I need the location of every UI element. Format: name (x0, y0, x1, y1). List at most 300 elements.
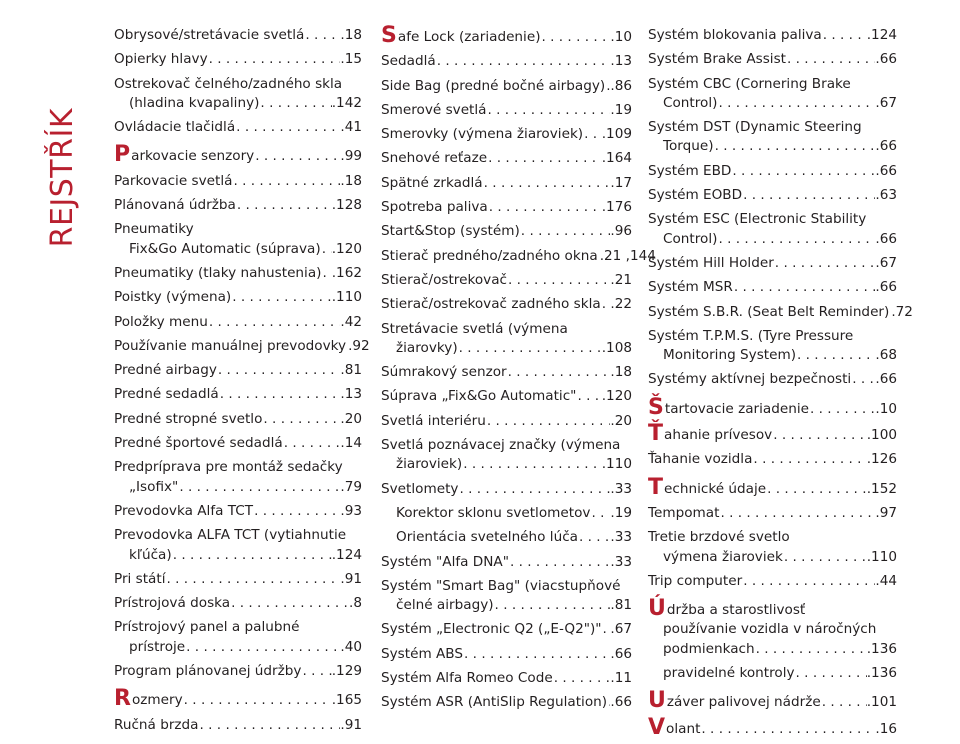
index-entry-row (114, 94, 362, 113)
index-entry (114, 142, 362, 168)
index-entry-row (381, 52, 632, 71)
index-leader-dots (809, 400, 875, 419)
index-page-number: .128 (331, 197, 362, 214)
index-entry (114, 264, 362, 283)
index-entry-label: Uzáver palivovej nádrže (648, 688, 821, 714)
index-entry (381, 295, 632, 314)
index-entry-heading-text: Pneumatiky (114, 221, 194, 238)
index-entry-heading-text: Systém "Smart Bag" (viacstupňové (381, 577, 621, 594)
index-page-number: .108 (601, 339, 632, 356)
index-entry-label: Parkovacie senzory (114, 142, 255, 168)
index-entry-label: kľúča) (129, 546, 172, 563)
index-entry-row (114, 313, 362, 332)
index-entry-heading-text: Stretávacie svetlá (výmena (381, 320, 568, 337)
index-entry-label: Spotreba paliva (381, 199, 488, 216)
index-leader-dots (772, 426, 867, 445)
index-leader-dots (717, 230, 875, 249)
index-leader-dots (254, 147, 340, 166)
index-letter: T (648, 474, 664, 500)
index-entry (381, 198, 632, 217)
index-entry-row (114, 240, 362, 259)
index-entry (648, 210, 897, 249)
index-page-number: .21 (610, 271, 632, 288)
index-entry (114, 686, 362, 712)
index-entry-label: Systém EBD (648, 162, 732, 179)
index-entry (648, 118, 897, 157)
index-entry-row (381, 620, 632, 639)
index-entry-row (648, 186, 897, 205)
index-entry (381, 247, 656, 266)
index-leader-dots (742, 572, 875, 591)
index-page-number: .13 (340, 386, 362, 403)
index-leader-dots (487, 101, 611, 120)
index-entry-row (114, 638, 362, 657)
index-entry-label: Systém Hill Holder (648, 254, 774, 271)
index-page-number: .67 (875, 254, 897, 271)
index-leader-dots (462, 455, 602, 474)
index-entry-row (648, 504, 897, 523)
index-entry-label: podmienkach (663, 640, 755, 657)
index-entry-row (648, 50, 897, 69)
index-entry-row (648, 664, 897, 683)
index-leader-dots (219, 385, 341, 404)
index-page-number: .15 (340, 51, 362, 68)
index-page-number: .20 (610, 412, 632, 429)
index-entry-row (648, 278, 897, 297)
index-entry-heading-text: Svetlá poznávacej značky (výmena (381, 437, 621, 454)
index-entry-heading (648, 596, 897, 622)
index-entry-row (114, 716, 362, 735)
index-page-number: .110 (331, 289, 362, 306)
index-entry-label: Štartovacie zariadenie (648, 394, 809, 420)
index-entry-row (114, 50, 362, 69)
index-entry-label: Smerové svetlá (381, 101, 487, 118)
index-entry-row (381, 596, 632, 615)
index-entry-row (381, 455, 632, 474)
index-entry-row (381, 504, 632, 523)
index-entry (648, 303, 913, 322)
index-leader-dots (217, 361, 341, 380)
index-leader-dots (253, 502, 340, 521)
index-entry-heading-text: Systém DST (Dynamic Steering (648, 119, 862, 136)
index-leader-dots (230, 594, 349, 613)
index-leader-dots (208, 50, 341, 69)
index-entry-label: Položky menu (114, 313, 208, 330)
index-entry-label: Ovládacie tlačidlá (114, 119, 236, 136)
index-entry (648, 450, 897, 469)
index-entry-row (648, 94, 897, 113)
index-entry (381, 645, 632, 664)
index-entry-row (381, 669, 632, 688)
index-entry-label: Pneumatiky (tlaky nahustenia) (114, 264, 322, 281)
index-entry-row (648, 162, 897, 181)
index-page-number: .66 (875, 371, 897, 388)
index-entry-heading (648, 210, 897, 229)
index-entry (381, 23, 632, 48)
index-entry-row (381, 198, 632, 217)
index-leader-dots (821, 693, 867, 712)
index-entry (381, 363, 632, 382)
index-entry (381, 412, 632, 431)
index-page-number: .21 ,144 (599, 247, 656, 264)
index-entry-row (114, 118, 362, 137)
index-entry (381, 387, 632, 406)
index-entry-heading-text: Systém ESC (Electronic Stability (648, 211, 867, 228)
index-page-number: .10 (875, 400, 897, 417)
index-page-number: .63 (875, 187, 897, 204)
index-page-number: .86 (610, 77, 632, 94)
index-leader-dots (742, 186, 875, 205)
index-page-number: .136 (866, 665, 897, 682)
index-page-number: .18 (340, 172, 362, 189)
index-leader-dots (232, 172, 340, 191)
index-entry (381, 577, 632, 616)
index-column-3 (648, 26, 913, 744)
index-entry-heading (114, 458, 362, 477)
index-entry-label: Predné sedadlá (114, 386, 219, 403)
index-entry-heading (114, 220, 362, 239)
index-page-number: .44 (875, 572, 897, 589)
index-entry-label: Parkovacie svetlá (114, 172, 233, 189)
index-entry (648, 370, 897, 389)
index-page-number: .136 (866, 640, 897, 657)
index-entry-row (381, 480, 632, 499)
index-entry-label: Systém ABS (381, 645, 464, 662)
index-leader-dots (602, 620, 611, 639)
index-entry-row (114, 478, 362, 497)
index-leader-dots (236, 196, 332, 215)
index-leader-dots (731, 162, 875, 181)
index-entry (381, 320, 632, 359)
index-entry (114, 385, 362, 404)
index-entry (381, 528, 632, 547)
index-page-number: .13 (610, 53, 632, 70)
index-entry-label: pravidelné kontroly (663, 665, 795, 682)
index-entry-label: Snehové reťaze (381, 150, 488, 167)
index-leader-dots (851, 370, 875, 389)
index-entry-label: Program plánovanej údržby (114, 663, 302, 680)
index-leader-dots (301, 662, 331, 681)
index-page-number: .124 (331, 546, 362, 563)
index-entry-label: prístroje (129, 638, 186, 655)
index-entry-row (648, 572, 897, 591)
index-entry-row (381, 412, 632, 431)
index-entry (648, 664, 897, 683)
index-entry-row (114, 546, 362, 565)
index-side-title: REJSTŘÍK (45, 108, 80, 248)
index-leader-dots (172, 546, 332, 565)
index-column-2 (381, 23, 656, 718)
index-entry-label: Smerovky (výmena žiaroviek) (381, 126, 584, 143)
index-leader-dots (304, 26, 340, 45)
index-entry (114, 26, 362, 45)
index-leader-dots (601, 295, 611, 314)
index-entry (114, 288, 362, 307)
index-page-number: .68 (875, 347, 897, 364)
index-page-number: .10 (610, 29, 632, 45)
index-entry-heading-text: Predpríprava pre montáž sedačky (114, 459, 343, 476)
index-page-number: .97 (875, 504, 897, 521)
index-entry (114, 313, 362, 332)
index-leader-dots (458, 339, 602, 358)
index-entry-row (648, 137, 897, 156)
index-entry-label: Predné športové sedadlá (114, 435, 283, 452)
index-entry (381, 101, 632, 120)
index-entry (114, 220, 362, 259)
index-page-number: .66 (875, 138, 897, 155)
index-entry-heading-text: používanie vozidla v náročných (663, 621, 877, 638)
index-entry-label: Systém MSR (648, 279, 733, 296)
index-entry-label: Safe Lock (zariadenie) (381, 23, 541, 48)
index-entry (114, 118, 362, 137)
index-entry-label: Prevodovka Alfa TCT (114, 502, 254, 519)
index-entry-row (648, 474, 897, 500)
index-entry-row (648, 450, 897, 469)
index-leader-dots (700, 720, 875, 739)
index-leader-dots (199, 716, 341, 735)
index-entry (648, 186, 897, 205)
index-entry-label: Ťahanie vozidla (648, 451, 753, 468)
index-entry-row (381, 174, 632, 193)
index-entry-label: Ťahanie prívesov (648, 421, 773, 447)
index-entry (648, 394, 897, 420)
index-entry-row (114, 264, 362, 283)
index-entry (114, 196, 362, 215)
index-entry (648, 474, 897, 500)
index-entry-label: čelné airbagy) (396, 597, 494, 614)
index-page-number: .22 (610, 296, 632, 313)
index-entry-label: Súmrakový senzor (381, 364, 507, 381)
index-leader-dots (321, 240, 332, 259)
index-entry-row (381, 387, 632, 406)
index-page-number: .18 (610, 364, 632, 381)
index-page-number: .42 (340, 313, 362, 330)
index-page-number: .162 (331, 264, 362, 281)
index-entry-row (114, 570, 362, 589)
index-entry (114, 434, 362, 453)
index-leader-dots (583, 125, 602, 144)
index-entry (381, 669, 632, 688)
index-leader-dots (774, 254, 876, 273)
index-entry-label: Systém S.B.R. (Seat Belt Reminder) (648, 303, 890, 320)
index-entry (648, 26, 897, 45)
index-entry-label: Poistky (výmena) (114, 289, 232, 306)
index-letter: R (114, 686, 131, 712)
index-entry (114, 172, 362, 191)
index-leader-dots (507, 363, 611, 382)
index-entry (381, 620, 632, 639)
index-page-number: .41 (340, 119, 362, 136)
index-entry-label: Stierač predného/zadného okna (381, 247, 598, 264)
index-entry-row (114, 26, 362, 45)
index-letter: S (381, 23, 397, 48)
index-entry (114, 662, 362, 681)
index-entry-row (114, 662, 362, 681)
index-entry-label: Monitoring System) (663, 347, 797, 364)
index-entry (114, 458, 362, 497)
index-entry-row (114, 337, 370, 356)
index-entry-label: Side Bag (predné bočné airbagy) (381, 77, 606, 94)
index-entry-row (648, 714, 897, 740)
index-entry-label: žiaroviek) (396, 456, 463, 473)
index-entry (381, 222, 632, 241)
index-entry (114, 410, 362, 429)
index-entry-row (114, 142, 362, 168)
index-entry-row (648, 254, 897, 273)
index-leader-dots (541, 28, 611, 47)
index-page-number: .99 (340, 148, 362, 165)
index-entry (648, 421, 897, 447)
index-entry-row (381, 295, 632, 314)
index-entry (114, 570, 362, 589)
index-entry-row (381, 125, 632, 144)
index-page-number: .67 (875, 94, 897, 111)
index-page-number: .109 (601, 126, 632, 143)
index-entry-label: Predné stropné svetlo (114, 410, 263, 427)
index-page-number: .142 (331, 94, 362, 111)
index-page-number: .81 (340, 362, 362, 379)
index-page-number: .11 (610, 670, 632, 687)
index-leader-dots (590, 504, 610, 523)
index-page-number: .16 (875, 720, 897, 737)
index-entry (381, 77, 632, 96)
index-leader-dots (259, 94, 331, 113)
index-page-number: .101 (866, 694, 897, 711)
index-entry-label: Tempomat (648, 504, 720, 521)
index-entry-label: Volant (648, 714, 701, 740)
index-entry-label: „Isofix" (129, 478, 179, 495)
index-entry-heading-text: držba a starostlivosť (666, 602, 806, 619)
index-leader-dots (783, 548, 867, 567)
index-entry-row (648, 346, 897, 365)
index-entry-label: výmena žiaroviek (663, 548, 783, 565)
index-leader-dots (576, 387, 601, 406)
index-entry-row (381, 23, 632, 48)
index-leader-dots (231, 288, 331, 307)
index-entry-row (114, 410, 362, 429)
index-entry-heading (648, 327, 897, 346)
index-entry-heading (381, 320, 632, 339)
index-page-number: .18 (340, 27, 362, 43)
index-entry-label: Start&Stop (systém) (381, 223, 520, 240)
index-leader-dots (483, 174, 611, 193)
index-page-number: .164 (601, 150, 632, 167)
index-entry (114, 361, 362, 380)
index-page-number: .91 (340, 570, 362, 587)
index-page-number: .40 (340, 638, 362, 655)
index-page-number: .14 (340, 435, 362, 452)
index-entry-row (648, 230, 897, 249)
index-leader-dots (185, 638, 340, 657)
index-leader-dots (520, 222, 611, 241)
index-entry-label: Systém EOBD (648, 187, 743, 204)
index-entry-row (381, 271, 632, 290)
index-letter: U (648, 688, 666, 714)
index-entry-label: Stierač/ostrekovač (381, 271, 508, 288)
index-leader-dots (795, 664, 867, 683)
index-entry-heading (648, 118, 897, 137)
index-leader-dots (578, 528, 610, 547)
index-page-number: .33 (610, 553, 632, 570)
index-entry (648, 504, 897, 523)
index-leader-dots (321, 264, 331, 283)
index-entry-label: žiarovky) (396, 339, 458, 356)
index-entry-row (648, 688, 897, 714)
index-leader-dots (786, 50, 875, 69)
index-leader-dots (458, 480, 610, 499)
index-leader-dots (486, 412, 611, 431)
index-entry (381, 125, 632, 144)
index-entry-row (114, 288, 362, 307)
index-page-number: .120 (601, 388, 632, 405)
index-entry-label: Spätné zrkadlá (381, 174, 483, 191)
index-entry-label: Systém Alfa Romeo Code (381, 670, 553, 687)
index-entry (648, 688, 897, 714)
index-entry-label: Systém Brake Assist (648, 51, 786, 68)
index-entry-heading (381, 436, 632, 455)
index-entry-row (381, 222, 632, 241)
index-entry-heading (648, 75, 897, 94)
index-entry-label: Ručná brzda (114, 716, 199, 733)
index-page-number: .176 (601, 199, 632, 216)
index-page-number: .66 (610, 694, 632, 711)
index-entry-label: Používanie manuálnej prevodovky (114, 337, 347, 354)
index-page-number: .66 (875, 230, 897, 247)
index-entry (381, 174, 632, 193)
index-leader-dots (183, 691, 332, 710)
index-entry (381, 553, 632, 572)
index-entry-row (381, 645, 632, 664)
index-page-number: .79 (340, 478, 362, 495)
index-page-number: .124 (866, 27, 897, 43)
index-letter: Ť (648, 421, 664, 447)
index-entry-label: Obrysové/stretávacie svetlá (114, 27, 305, 43)
index-page-number: .110 (866, 548, 897, 565)
index-leader-dots (714, 137, 876, 156)
index-entry-row (381, 101, 632, 120)
index-leader-dots (494, 596, 611, 615)
index-page-number: .81 (610, 597, 632, 614)
index-entry (114, 337, 370, 356)
index-entry-label: Technické údaje (648, 474, 767, 500)
index-leader-dots (733, 278, 876, 297)
index-entry (648, 327, 897, 366)
index-entry (648, 75, 897, 114)
index-page-number: .120 (331, 240, 362, 257)
index-entry (114, 526, 362, 565)
index-entry (381, 149, 632, 168)
index-entry-label: Systémy aktívnej bezpečnosti (648, 371, 852, 388)
index-entry-label: Stierač/ostrekovač zadného skla (381, 296, 601, 313)
index-entry-row (114, 686, 362, 712)
index-page-number: .66 (875, 162, 897, 179)
index-entry-label: Rozmery (114, 686, 183, 712)
index-entry-row (648, 394, 897, 420)
index-entry-label: Pri státí (114, 570, 166, 587)
index-entry-label: Trip computer (648, 572, 743, 589)
index-entry-row (114, 594, 362, 613)
index-leader-dots (752, 450, 866, 469)
index-entry-heading-text: Prevodovka ALFA TCT (vytiahnutie (114, 527, 347, 544)
index-entry-label: Systém ASR (AntiSlip Regulation) (381, 694, 608, 711)
index-leader-dots (509, 553, 610, 572)
index-entry-row (114, 196, 362, 215)
index-page-number: .67 (610, 621, 632, 638)
index-entry-row (381, 247, 656, 266)
index-entry-row (648, 303, 913, 322)
index-leader-dots (463, 645, 610, 664)
index-entry (648, 528, 897, 567)
